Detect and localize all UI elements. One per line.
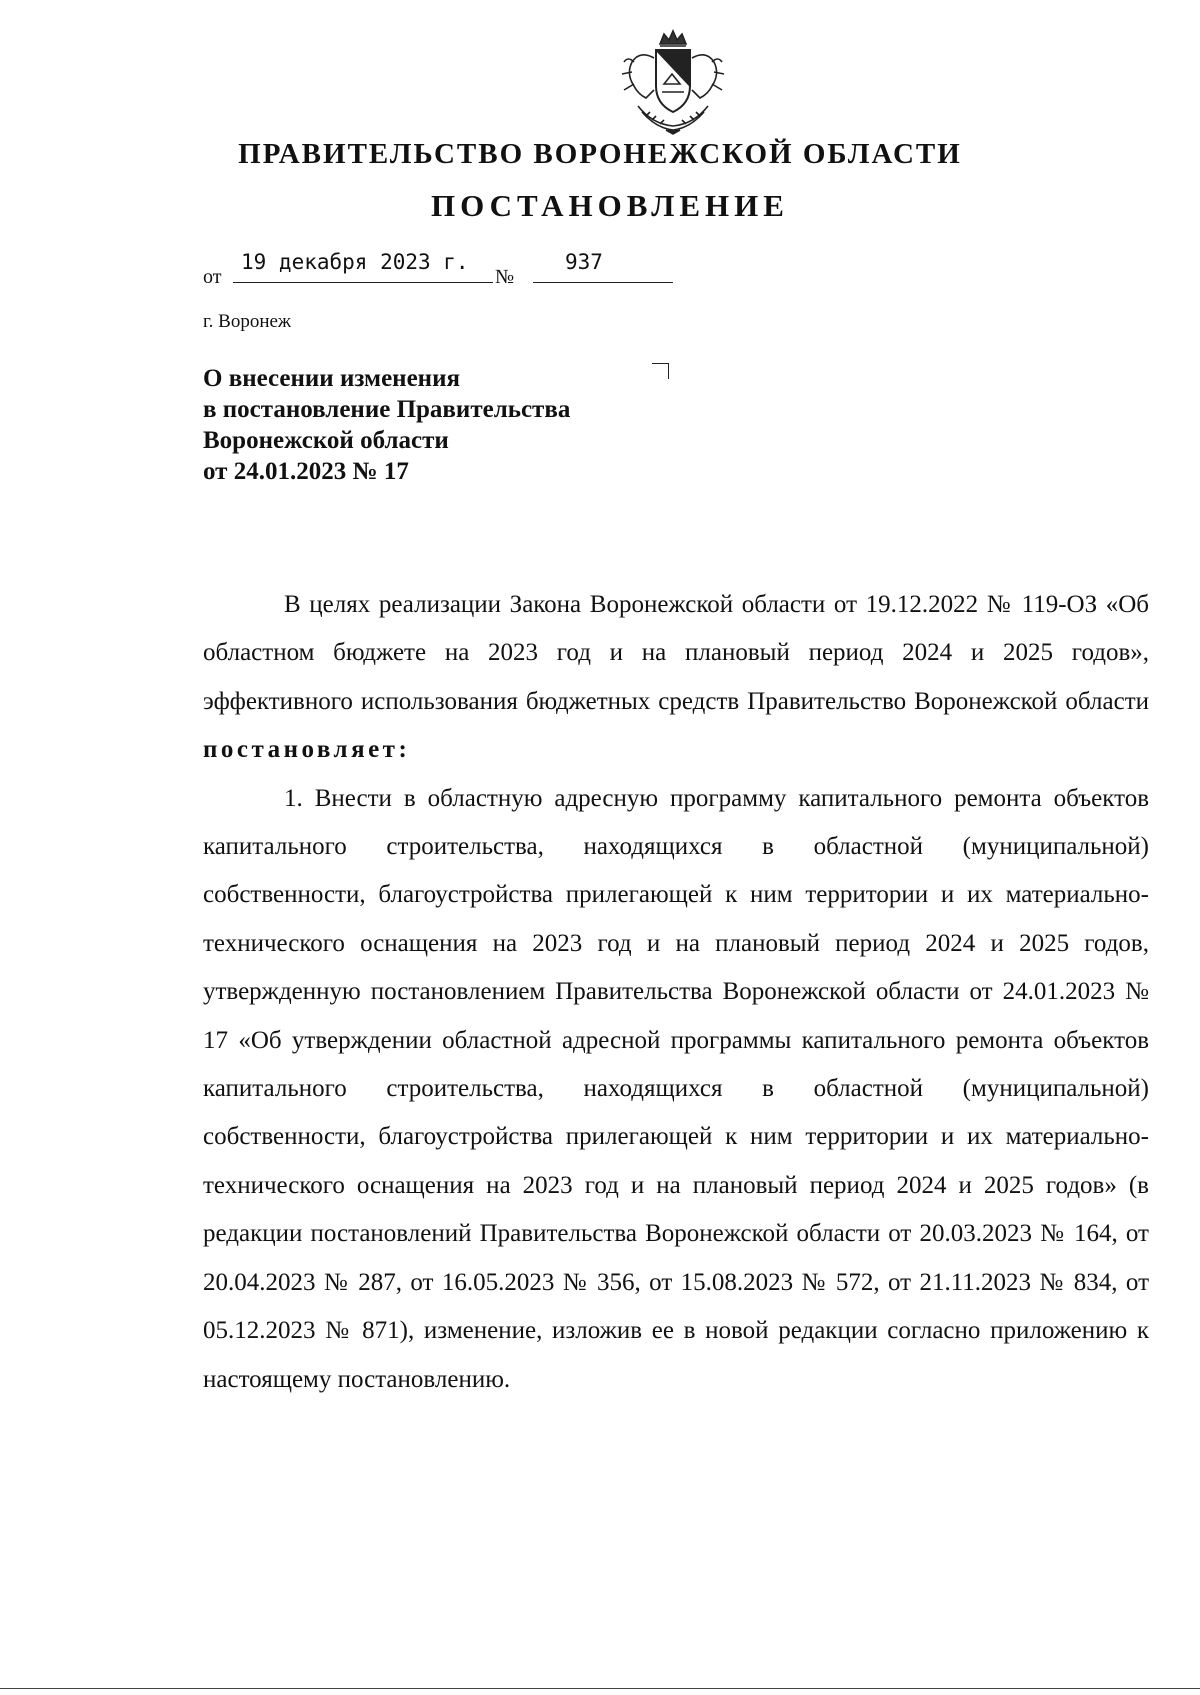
- subject-line: Воронежской области: [203, 427, 449, 454]
- date-field: [233, 248, 493, 283]
- city: г. Воронеж: [203, 311, 292, 332]
- preamble-text: В целях реализации Закона Воронежской области от 19.12.2022 № 119-ОЗ «Об областном бюджете на 2023 год и на плановый период 2024 и 2025 годов», эффективного использования бюджетных средств Правительство Воронежской области: [203, 591, 1149, 715]
- subject-line: О внесении изменения: [203, 365, 461, 392]
- subject-line: в постановление Правительства: [203, 396, 571, 423]
- document-subject: [203, 363, 570, 487]
- decree-word: постановляет:: [203, 736, 411, 764]
- date-prefix: от: [203, 266, 222, 288]
- corner-mark: [652, 363, 669, 379]
- preamble-paragraph: [203, 581, 1149, 775]
- coat-of-arms-icon: [616, 28, 730, 136]
- document-body: [203, 581, 1149, 1404]
- authority-title: ПРАВИТЕЛЬСТВО ВОРОНЕЖСКОЙ ОБЛАСТИ: [238, 138, 962, 170]
- footer-divider: [0, 1688, 1200, 1689]
- number-prefix: №: [495, 266, 515, 288]
- number-field: [533, 248, 673, 283]
- document-type-title: ПОСТАНОВЛЕНИЕ: [431, 188, 789, 223]
- item-1-paragraph: 1. Внести в областную адресную программу капитального ремонта объектов капитального строительства, находящихся в областной (муниципальной) собственности, благоустройства прилегающей к ним территории и их материально-технического оснащения на 2023 год и на плановый период 2024 и 2025 годов, утвержденную постановлением Правительства Воронежской области от 24.01.2023 № 17 «Об утверждении областной адресной программы капитального ремонта объектов капитального строительства, находящихся в областной (муниципальной) собственности, благоустройства прилегающей к ним территории и их материально-технического оснащения на 2023 год и на плановый период 2024 и 2025 годов» (в редакции постановлений Правительства Воронежской области от 20.03.2023 № 164, от 20.04.2023 № 287, от 16.05.2023 № 356, от 15.08.2023 № 572, от 21.11.2023 № 834, от 05.12.2023 № 871), изменение, изложив ее в новой редакции согласно приложению к настоящему постановлению.: [203, 784, 1149, 1393]
- number-value: 937: [565, 250, 603, 274]
- date-value: 19 декабря 2023 г.: [241, 250, 469, 274]
- subject-line: от 24.01.2023 № 17: [203, 458, 409, 485]
- date-number-row: [203, 248, 683, 288]
